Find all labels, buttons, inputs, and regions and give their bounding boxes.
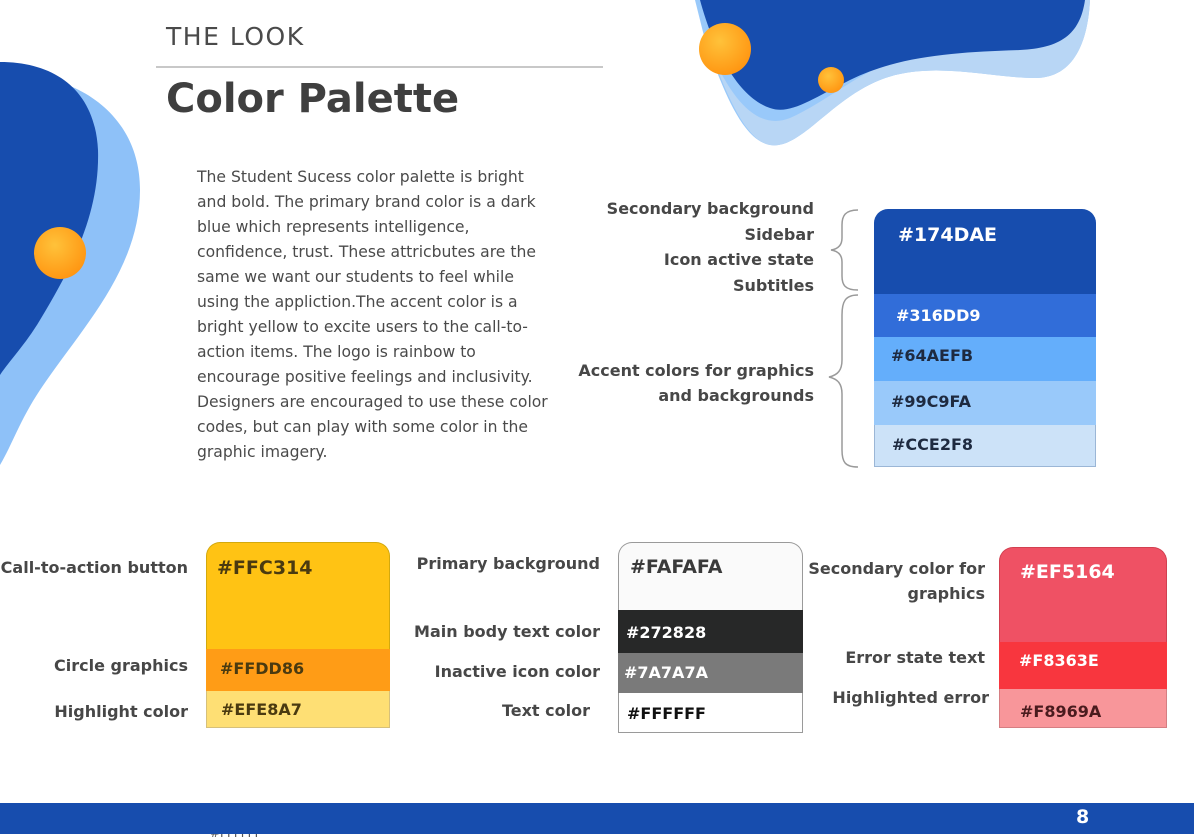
swatch-hex: #272828 (626, 623, 707, 642)
label-accent-colors: Accent colors for graphics (578, 361, 814, 380)
label-inactive-icon: Inactive icon color (434, 662, 600, 681)
brace-bottom (829, 295, 858, 467)
swatch-hex: #FFDD86 (220, 659, 305, 678)
swatch-blue-5 (874, 425, 1096, 467)
swatch-blue-4 (874, 381, 1096, 425)
swatch-hex: #316DD9 (896, 306, 981, 325)
label-secondary-graphics-2: graphics (907, 584, 985, 603)
swatch-hex: #FFFFFF (627, 704, 706, 723)
brace-top (831, 210, 858, 290)
swatch-blue-3 (874, 337, 1096, 381)
swatch-hex: #FFC314 (217, 557, 313, 579)
label-highlighted-error: Highlighted error (832, 688, 989, 707)
top-orb-large (699, 23, 751, 75)
label-accent-colors-2: and backgrounds (658, 386, 814, 405)
swatch-hex: #FAFAFA (630, 556, 723, 578)
swatch-gray-4 (618, 693, 803, 733)
label-sidebar: Sidebar (744, 225, 814, 244)
section-kicker: THE LOOK (166, 22, 305, 51)
left-orb (34, 227, 86, 279)
label-icon-active-state: Icon active state (663, 250, 814, 269)
swatch-accent-yellow (206, 542, 390, 649)
swatch-background-gray (618, 542, 803, 610)
label-secondary-background: Secondary background (606, 199, 814, 218)
label-error-state: Error state text (845, 648, 985, 667)
swatch-secondary-red (999, 547, 1167, 642)
swatch-hex: #174DAE (898, 224, 998, 246)
page-number: 8 (1076, 806, 1090, 828)
label-highlight-color: Highlight color (54, 702, 188, 721)
footer-bar (0, 803, 1194, 834)
swatch-primary-blue (874, 209, 1096, 294)
top-orb-small (818, 67, 844, 93)
swatch-hex: #F8363E (1019, 651, 1099, 670)
label-main-body-text: Main body text color (414, 622, 600, 641)
label-primary-background: Primary background (416, 554, 600, 573)
swatch-blue-2 (874, 294, 1096, 337)
swatch-hex: #64AEFB (891, 346, 974, 365)
page-title: Color Palette (166, 76, 460, 122)
label-subtitles: Subtitles (732, 276, 814, 295)
swatch-hex: #99C9FA (891, 392, 972, 411)
swatch-gray-3 (618, 653, 803, 693)
label-secondary-graphics: Secondary color for (808, 559, 985, 578)
swatch-red-2 (999, 642, 1167, 689)
swatch-red-3 (999, 689, 1167, 728)
label-text-color: Text color (501, 701, 590, 720)
label-circle-graphics: Circle graphics (54, 656, 188, 675)
description-paragraph: The Student Sucess color palette is bright and bold. The primary brand color is a dark blue which represents intelligence, confidence, trust. These attricbutes are the same we want our students to feel while using the appliction.The accent color is a bright yellow to excite users to the call-to-action items. The logo is rainbow to encourage positive feelings and inclusivity. Designers are encouraged to use these color codes, but can play with some color in the graphic imagery. (197, 168, 548, 461)
label-cta-button: Call-to-action button (0, 558, 188, 577)
header-divider (156, 66, 603, 68)
swatch-hex: #EF5164 (1020, 561, 1115, 583)
swatch-hex: #7A7A7A (624, 663, 708, 682)
swatch-yellow-3 (206, 691, 390, 728)
swatch-gray-2 (618, 610, 803, 653)
swatch-hex: #CCE2F8 (892, 435, 974, 454)
swatch-yellow-2 (206, 649, 390, 691)
swatch-hex: #F8969A (1020, 702, 1102, 721)
swatch-hex: #EFE8A7 (221, 700, 302, 719)
